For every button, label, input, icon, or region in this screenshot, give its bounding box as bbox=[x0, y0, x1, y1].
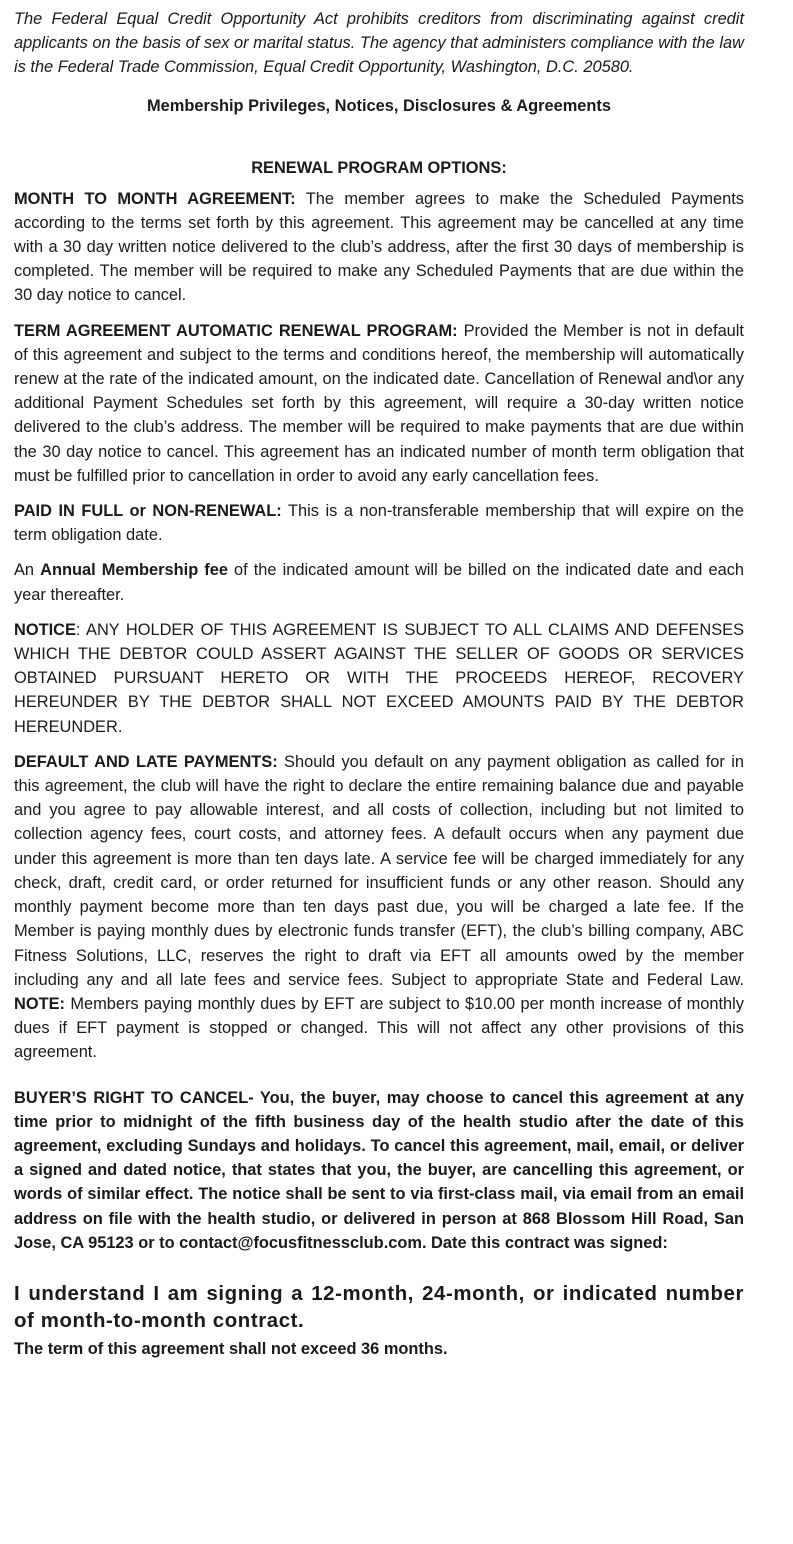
month-to-month-text: The member agrees to make the Scheduled Payments according to the terms set forth by this agreement. This agreement may be cancelled at any time with a 30 day written notice delivered to the club’s address, after the first 30 days of membership is completed. The member will be required to make any Scheduled Payments that are due within the 30 day notice to cancel. bbox=[14, 189, 744, 305]
annual-fee-label: Annual Membership fee bbox=[40, 561, 228, 580]
term-limit-statement: The term of this agreement shall not exceed 36 months. bbox=[14, 1339, 448, 1358]
annual-fee-section bbox=[14, 558, 744, 606]
contract-acknowledgement: I understand I am signing a 12-month, 24-month, or indicated number of month-to-month contract. bbox=[14, 1282, 744, 1332]
ecoa-intro: The Federal Equal Credit Opportunity Act prohibits creditors from discriminating against credit applicants on the basis of sex or marital status. The agency that administers compliance with the law is the Federal Trade Commission, Equal Credit Opportunity, Washington, D.C. 20580. bbox=[14, 10, 744, 77]
month-to-month-label: MONTH TO MONTH AGREEMENT: bbox=[14, 189, 296, 208]
membership-heading: Membership Privileges, Notices, Disclosures & Agreements bbox=[147, 96, 611, 115]
paid-in-full-text: This is a non-transferable membership that will expire on the term obligation date. bbox=[14, 502, 744, 545]
notice-text: : ANY HOLDER OF THIS AGREEMENT IS SUBJECT TO ALL CLAIMS AND DEFENSES WHICH THE DEBTOR COULD ASSERT AGAINST THE SELLER OF GOODS OR SERVICES OBTAINED PURSUANT HERETO OR WITH THE PROCEEDS HEREOF, RECOVERY HEREUNDER BY THE DEBTOR SHALL NOT EXCEED AMOUNTS PAID BY THE DEBTOR HEREUNDER. bbox=[14, 620, 744, 736]
default-late-section bbox=[14, 750, 744, 1065]
paid-in-full-section bbox=[14, 499, 744, 547]
annual-fee-prefix: An bbox=[14, 561, 41, 580]
buyers-right-to-cancel: BUYER’S RIGHT TO CANCEL- You, the buyer, may choose to cancel this agreement at any time prior to midnight of the fifth business day of the health studio after the date of this agreement, excluding Sundays and holidays. To cancel this agreement, mail, email, or deliver a signed and dated notice, that states that you, the buyer, are cancelling this agreement, or words of similar effect. The notice shall be sent to via first-class mail, via email from an email address on file with the health studio, or delivered in person at 868 Blossom Hill Road, San Jose, CA 95123 or to contact@focusfitnessclub.com. Date this contract was signed: bbox=[14, 1088, 744, 1252]
note-label: NOTE: bbox=[14, 994, 65, 1013]
term-agreement-label: TERM AGREEMENT AUTOMATIC RENEWAL PROGRAM: bbox=[14, 321, 458, 340]
annual-fee-text: of the indicated amount will be billed on the indicated date and each year thereafter. bbox=[14, 561, 745, 604]
notice-label: NOTICE bbox=[14, 620, 76, 639]
default-late-text: Should you default on any payment obligation as called for in this agreement, the club will have the right to declare the entire remaining balance due and payable and you agree to pay allowable interest, and all costs of collection, including but not limited to collection agency fees, court costs, and attorney fees. A default occurs when any payment due under this agreement is more than ten days late. A service fee will be charged immediately for any check, draft, credit card, or order returned for insufficient funds or any other reason. Should any monthly payment become more than ten days past due, you will be charged a late fee. If the Member is paying monthly dues by electronic funds transfer (EFT), the club’s billing company, ABC Fitness Solutions, LLC, reserves the right to draft via EFT all amounts owed by the member including any and all late fees and service fees. Subject to appropriate State and Federal Law. bbox=[14, 752, 744, 989]
renewal-heading: RENEWAL PROGRAM OPTIONS: bbox=[251, 158, 507, 177]
term-agreement-section bbox=[14, 319, 744, 488]
default-late-label: DEFAULT AND LATE PAYMENTS: bbox=[14, 752, 278, 771]
note-text: Members paying monthly dues by EFT are subject to $10.00 per month increase of monthly dues if EFT payment is stopped or changed. This will not affect any other provisions of this agreement. bbox=[14, 994, 744, 1062]
notice-section bbox=[14, 618, 744, 739]
month-to-month-section bbox=[14, 187, 744, 308]
term-agreement-text: Provided the Member is not in default of this agreement and subject to the terms and conditions hereof, the membership will automatically renew at the rate of the indicated amount, on the indicated date. Cancellation of Renewal and\or any additional Payment Schedules set forth by this agreement, will require a 30-day written notice delivered to the club’s address. The member will be required to make payments that are due within the 30 day notice to cancel. This agreement has an indicated number of month term obligation that must be fulfilled prior to cancellation in order to avoid any early cancellation fees. bbox=[14, 321, 744, 485]
paid-in-full-label: PAID IN FULL or NON-RENEWAL: bbox=[14, 502, 282, 521]
